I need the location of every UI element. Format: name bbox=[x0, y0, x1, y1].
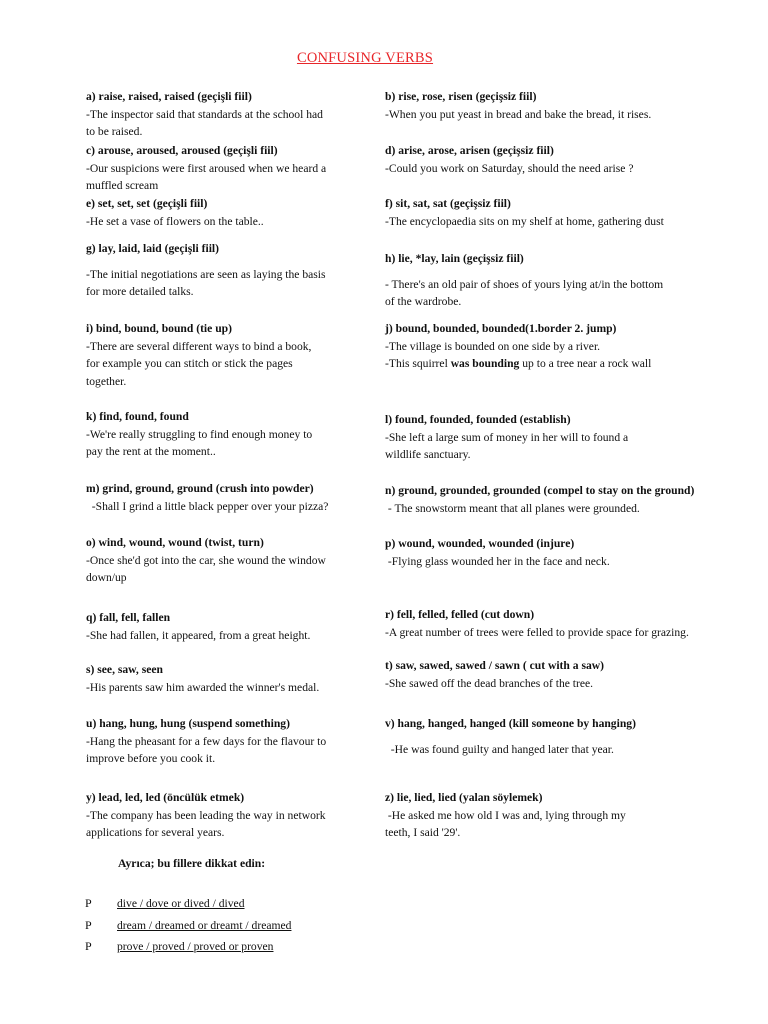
example-sentence: down/up bbox=[86, 571, 127, 584]
verb-entry bbox=[385, 250, 730, 311]
verb-entry bbox=[385, 657, 730, 692]
sentence-part: up to a tree near a rock wall bbox=[519, 357, 652, 370]
verb-heading: t) saw, sawed, sawed / sawn ( cut with a saw) bbox=[385, 659, 605, 672]
verb-entry bbox=[86, 195, 431, 230]
verb-heading: z) lie, lied, lied (yalan söylemek) bbox=[385, 791, 543, 804]
verb-entry bbox=[86, 609, 431, 644]
verb-entry bbox=[385, 789, 730, 842]
verb-heading: r) fell, felled, felled (cut down) bbox=[385, 608, 535, 621]
note-heading: Ayrıca; bu fillere dikkat edin: bbox=[118, 857, 266, 870]
verb-entry bbox=[385, 195, 730, 230]
verb-entry bbox=[86, 408, 431, 461]
verb-heading: y) lead, led, led (öncülük etmek) bbox=[86, 791, 245, 804]
example-sentence: together. bbox=[86, 374, 127, 388]
example-sentence: for more detailed talks. bbox=[86, 285, 194, 298]
bullet-marker: P bbox=[85, 939, 92, 953]
example-sentence: -Flying glass wounded her in the face and neck. bbox=[385, 554, 610, 568]
example-sentence: -Could you work on Saturday, should the need arise ? bbox=[385, 161, 634, 175]
verb-entry bbox=[86, 142, 431, 195]
verb-heading: q) fall, fell, fallen bbox=[86, 611, 171, 624]
verb-heading: j) bound, bounded, bounded(1.border 2. jump) bbox=[385, 322, 617, 335]
example-sentence: -She left a large sum of money in her will to found a bbox=[385, 430, 629, 444]
verb-heading: n) ground, grounded, grounded (compel to stay on the ground) bbox=[385, 484, 695, 497]
example-sentence: -Our suspicions were first aroused when we heard a bbox=[86, 161, 327, 175]
example-sentence: -The encyclopaedia sits on my shelf at home, gathering dust bbox=[385, 214, 664, 228]
example-sentence: -He set a vase of flowers on the table.. bbox=[86, 214, 264, 228]
example-sentence: muffled scream bbox=[86, 179, 159, 192]
example-sentence bbox=[385, 355, 730, 373]
example-sentence: for example you can stitch or stick the pages bbox=[86, 357, 293, 370]
example-sentence: -The village is bounded on one side by a river. bbox=[385, 339, 601, 353]
verb-entry bbox=[385, 482, 730, 517]
bullet-marker: P bbox=[85, 896, 92, 910]
bullet-item bbox=[85, 918, 291, 933]
emphasized-phrase: was bounding bbox=[450, 357, 520, 370]
verb-heading: g) lay, laid, laid (geçişli fiil) bbox=[86, 242, 220, 255]
verb-entry bbox=[86, 715, 431, 768]
sentence-part: -This squirrel bbox=[385, 357, 451, 370]
verb-heading: o) wind, wound, wound (twist, turn) bbox=[86, 536, 264, 549]
verb-entry bbox=[86, 320, 431, 390]
verb-entry bbox=[385, 606, 730, 641]
verb-heading: m) grind, ground, ground (crush into powder) bbox=[86, 482, 314, 495]
example-sentence: applications for several years. bbox=[86, 826, 225, 839]
verb-heading: f) sit, sat, sat (geçişsiz fiil) bbox=[385, 197, 511, 210]
verb-entry bbox=[385, 320, 730, 373]
verb-heading: p) wound, wounded, wounded (injure) bbox=[385, 537, 575, 550]
example-sentence: - There's an old pair of shoes of yours lying at/in the bottom bbox=[385, 277, 664, 291]
verb-heading: c) arouse, aroused, aroused (geçişli fiil) bbox=[86, 144, 278, 157]
example-sentence: wildlife sanctuary. bbox=[385, 448, 471, 461]
verb-heading: i) bind, bound, bound (tie up) bbox=[86, 322, 232, 335]
example-sentence: -He asked me how old I was and, lying through my bbox=[385, 808, 626, 822]
verb-entry bbox=[86, 480, 431, 515]
verb-entry bbox=[86, 661, 431, 696]
verb-heading: k) find, found, found bbox=[86, 410, 189, 423]
verb-entry bbox=[385, 411, 730, 464]
example-sentence: -We're really struggling to find enough money to bbox=[86, 427, 313, 441]
verb-heading: e) set, set, set (geçişli fiil) bbox=[86, 197, 208, 210]
bullet-item bbox=[85, 939, 273, 954]
example-sentence: - The snowstorm meant that all planes were grounded. bbox=[385, 501, 640, 515]
example-sentence: -Shall I grind a little black pepper over your pizza? bbox=[86, 499, 329, 513]
verb-entry bbox=[385, 142, 730, 177]
example-sentence: -The company has been leading the way in network bbox=[86, 808, 326, 822]
verb-entry bbox=[86, 88, 431, 141]
verb-heading: d) arise, arose, arisen (geçişsiz fiil) bbox=[385, 144, 554, 157]
example-sentence: -She sawed off the dead branches of the tree. bbox=[385, 676, 594, 690]
example-sentence: pay the rent at the moment.. bbox=[86, 445, 216, 458]
verb-entry bbox=[385, 535, 730, 570]
example-sentence: -Once she'd got into the car, she wound the window bbox=[86, 553, 326, 567]
example-sentence: -The initial negotiations are seen as laying the basis bbox=[86, 267, 326, 281]
verb-heading: h) lie, *lay, lain (geçişsiz fiil) bbox=[385, 252, 524, 265]
verb-heading: a) raise, raised, raised (geçişli fiil) bbox=[86, 90, 252, 103]
example-sentence: -The inspector said that standards at the school had bbox=[86, 107, 323, 121]
verb-entry bbox=[86, 240, 431, 301]
example-sentence: to be raised. bbox=[86, 125, 143, 138]
example-sentence: -When you put yeast in bread and bake the bread, it rises. bbox=[385, 107, 652, 121]
bullet-text: dream / dreamed or dreamt / dreamed bbox=[117, 919, 292, 932]
example-sentence: -A great number of trees were felled to provide space for grazing. bbox=[385, 625, 689, 639]
example-sentence: -He was found guilty and hanged later that year. bbox=[385, 742, 614, 756]
example-sentence: -His parents saw him awarded the winner's medal. bbox=[86, 680, 320, 694]
bullet-text: dive / dove or dived / dived bbox=[117, 897, 245, 910]
verb-heading: b) rise, rose, risen (geçişsiz fiil) bbox=[385, 90, 537, 103]
verb-entry bbox=[86, 789, 431, 842]
verb-heading: l) found, founded, founded (establish) bbox=[385, 413, 571, 426]
bullet-marker: P bbox=[85, 918, 92, 932]
verb-entry bbox=[86, 534, 431, 587]
example-sentence: teeth, I said '29'. bbox=[385, 826, 461, 839]
example-sentence: -There are several different ways to bind a book, bbox=[86, 339, 312, 353]
example-sentence: improve before you cook it. bbox=[86, 752, 216, 765]
verb-entry bbox=[385, 88, 730, 123]
verb-heading: s) see, saw, seen bbox=[86, 663, 163, 676]
bullet-item bbox=[85, 896, 245, 911]
verb-entry bbox=[385, 715, 730, 758]
verb-heading: u) hang, hung, hung (suspend something) bbox=[86, 717, 290, 730]
example-sentence: -She had fallen, it appeared, from a great height. bbox=[86, 628, 311, 642]
example-sentence: of the wardrobe. bbox=[385, 295, 462, 308]
example-sentence: -Hang the pheasant for a few days for the flavour to bbox=[86, 734, 327, 748]
page-title: CONFUSING VERBS bbox=[296, 50, 434, 66]
bullet-text: prove / proved / proved or proven bbox=[117, 940, 274, 953]
verb-heading: v) hang, hanged, hanged (kill someone by hanging) bbox=[385, 717, 636, 730]
